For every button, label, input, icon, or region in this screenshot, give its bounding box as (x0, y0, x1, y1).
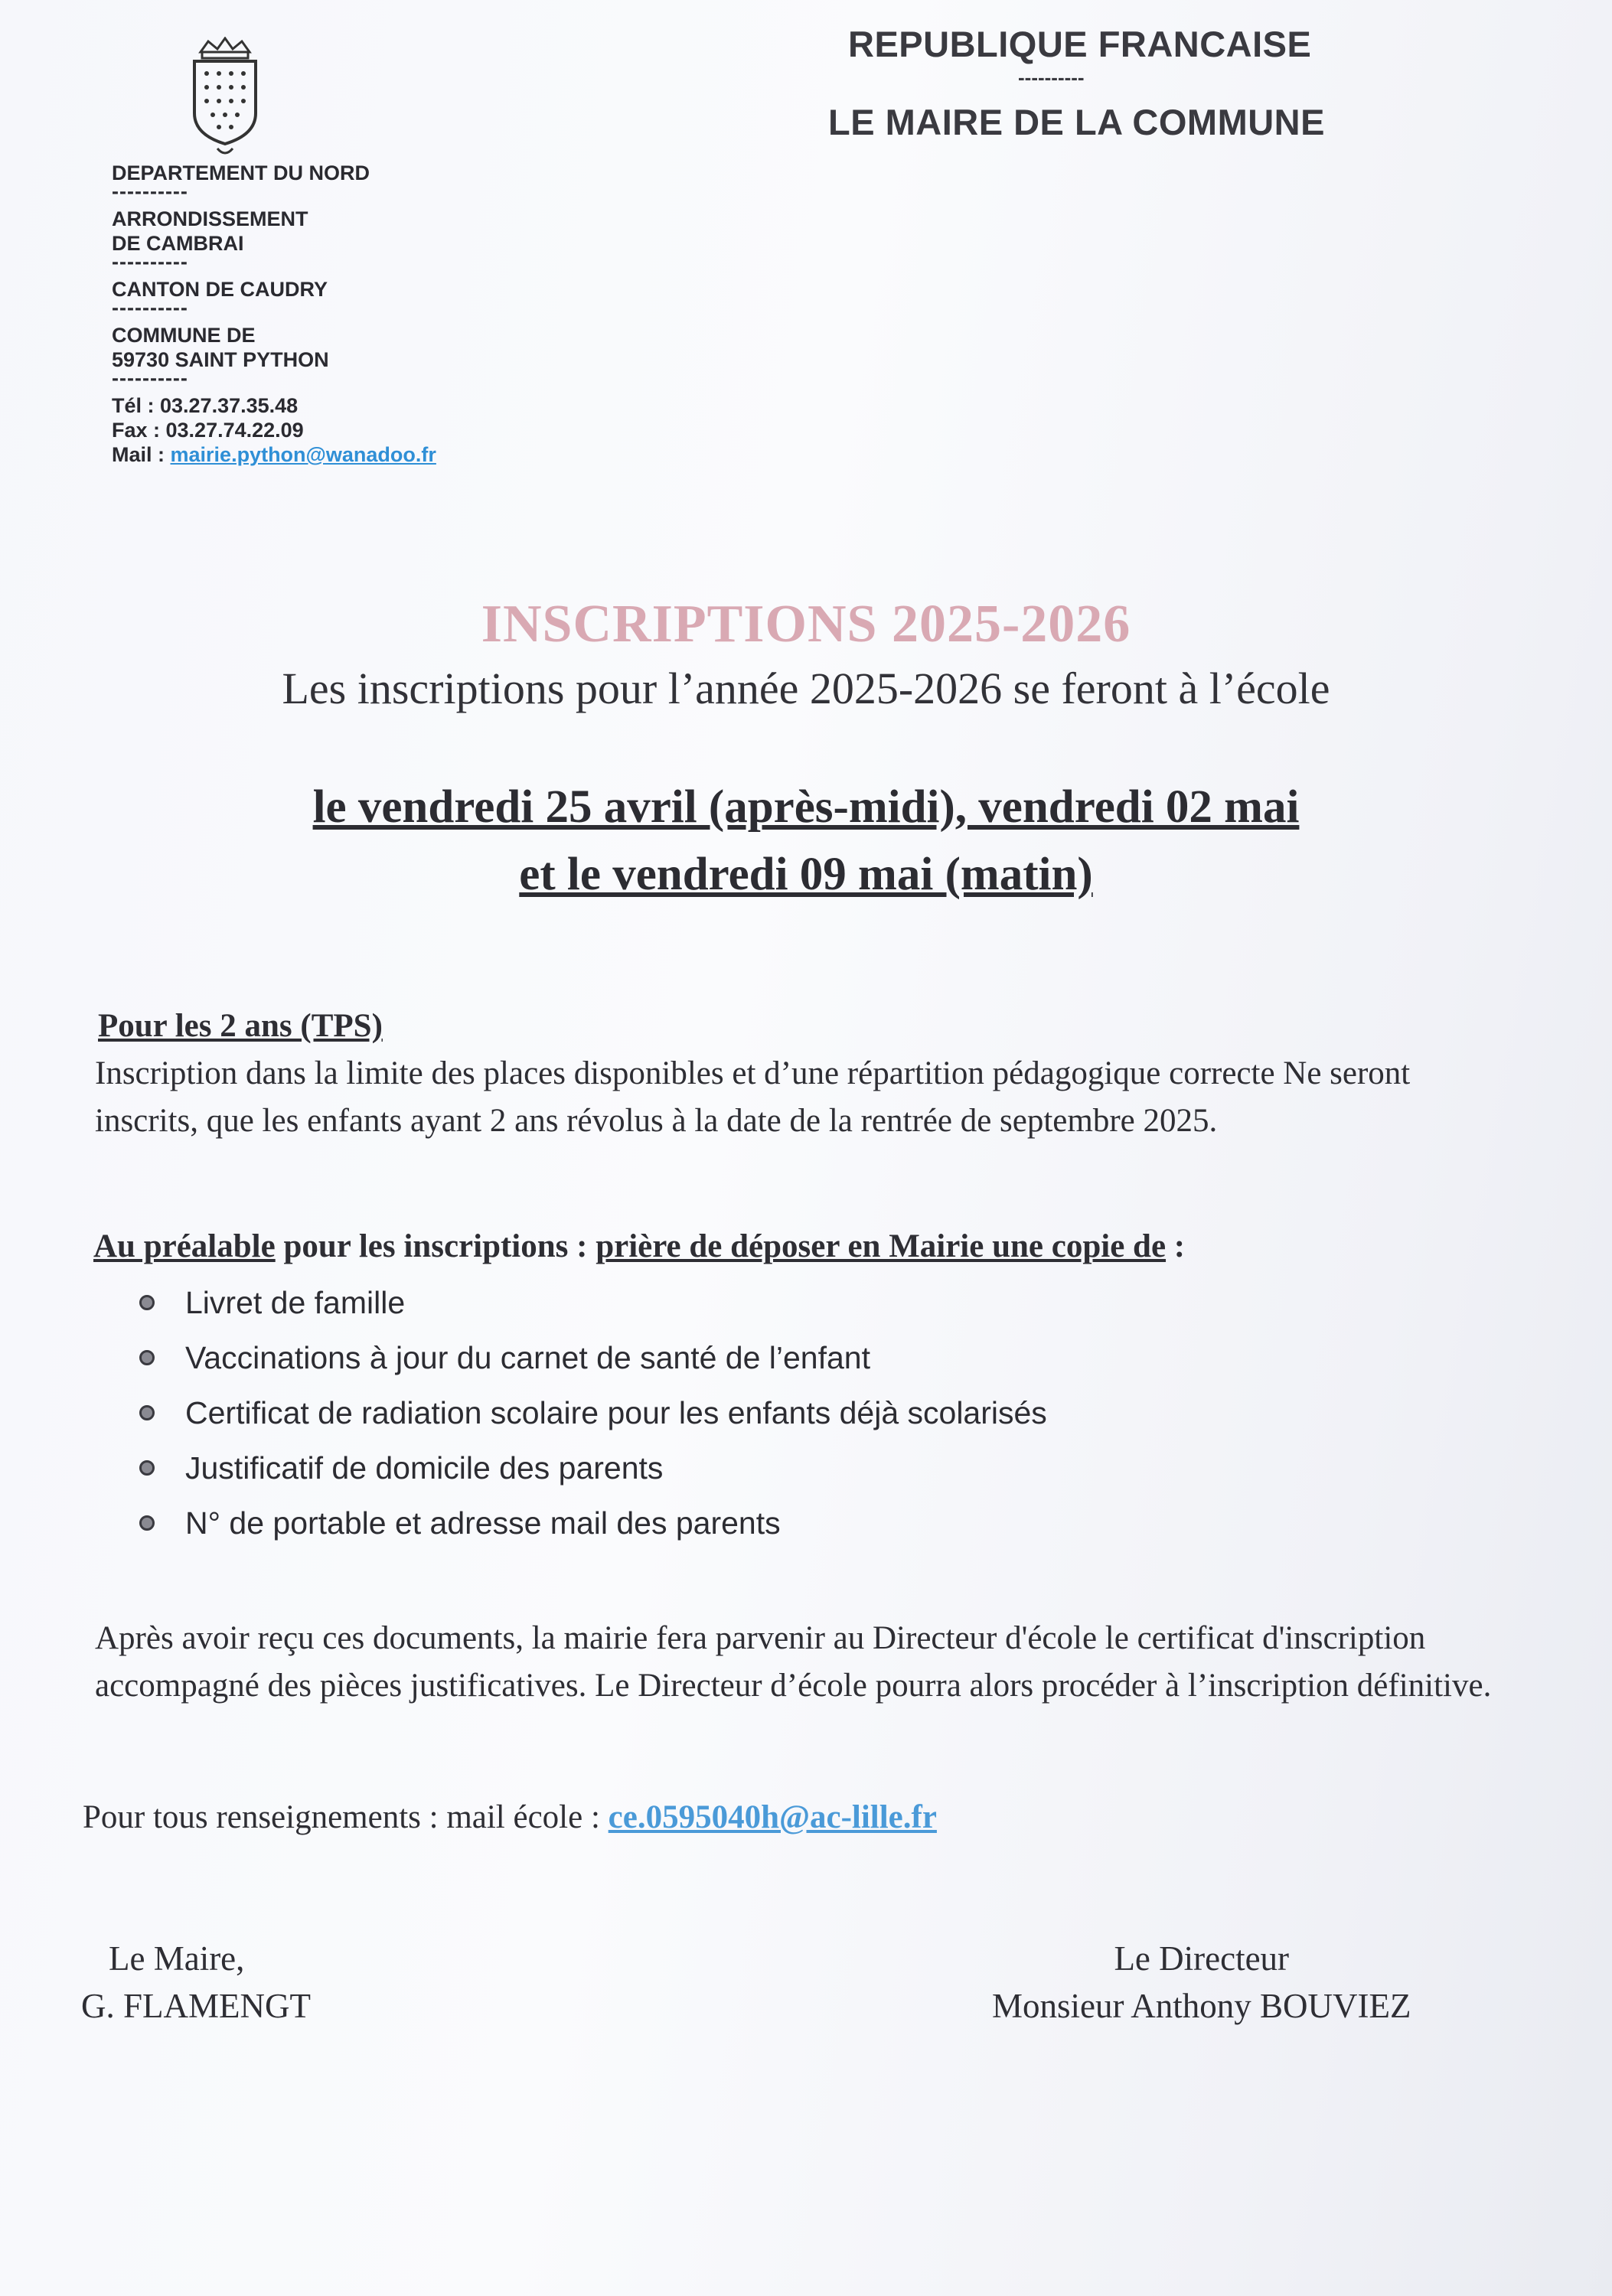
tps-paragraph: Inscription dans la limite des places disponibles et d’une répartition pédagogique correcte Ne seront inscrits, que les enfants ayant 2 ans révolus à la date de la rentrée de septembre 2025. (95, 1055, 1411, 1139)
document-label: Livret de famille (185, 1285, 406, 1320)
dates-line-2: et le vendredi 09 mai (matin) (519, 849, 1093, 900)
separator: ---------- (112, 180, 188, 203)
mail-line (112, 442, 436, 467)
list-item (139, 1440, 1047, 1495)
separator: ---------- (112, 296, 188, 319)
intro-text: Les inscriptions pour l’année 2025-2026 se feront à l’école (282, 664, 1330, 713)
directeur-signature (992, 1935, 1411, 2030)
list-item (139, 1275, 1047, 1330)
departement-label: DEPARTEMENT DU NORD (112, 161, 370, 184)
prealable-line (93, 1228, 1185, 1265)
document-label: Vaccinations à jour du carnet de santé de l’enfant (185, 1340, 870, 1375)
bullet-icon (139, 1350, 155, 1365)
commune-address-block (112, 161, 436, 467)
dates-line-1: le vendredi 25 avril (après-midi), vendredi 02 mai (312, 781, 1300, 833)
page-title: INSCRIPTIONS 2025-2026 (481, 595, 1131, 654)
mairie-email-link[interactable]: mairie.python@wanadoo.fr (170, 443, 436, 466)
list-item (139, 1495, 1047, 1551)
mail-label: Mail : (112, 443, 171, 466)
coat-of-arms-icon (187, 37, 263, 159)
canton-label: CANTON DE CAUDRY (112, 278, 328, 301)
prealable-instruction: prière de déposer en Mairie une copie de (596, 1228, 1167, 1264)
list-item (139, 1385, 1047, 1440)
directeur-name: Monsieur Anthony BOUVIEZ (992, 1987, 1411, 2025)
tel-label: Tél : 03.27.37.35.48 (112, 394, 299, 417)
required-documents-list (139, 1275, 1047, 1551)
list-item (139, 1330, 1047, 1385)
directeur-title: Le Directeur (1114, 1939, 1290, 1978)
bullet-icon (139, 1405, 155, 1420)
prealable-label: Au préalable (93, 1228, 276, 1264)
bullet-icon (139, 1515, 155, 1531)
arrondissement-label-2: DE CAMBRAI (112, 232, 244, 255)
separator: ---------- (112, 250, 188, 273)
document-label: N° de portable et adresse mail des parents (185, 1505, 781, 1541)
maire-signature (81, 1935, 311, 2030)
maire-title: Le Maire, (109, 1939, 245, 1978)
ecole-email-link[interactable]: ce.0595040h@ac-lille.fr (608, 1799, 937, 1835)
separator: ---------- (112, 367, 188, 390)
maire-commune-heading: LE MAIRE DE LA COMMUNE (828, 102, 1325, 142)
commune-postal-label: 59730 SAINT PYTHON (112, 348, 329, 371)
republique-heading: REPUBLIQUE FRANCAISE (848, 24, 1312, 64)
bullet-icon (139, 1295, 155, 1310)
commune-label: COMMUNE DE (112, 324, 256, 347)
renseignements-label: Pour tous renseignements : mail école : (83, 1799, 609, 1835)
fax-label: Fax : 03.27.74.22.09 (112, 419, 304, 442)
prealable-text: pour les inscriptions : (275, 1228, 596, 1264)
separator: ---------- (1018, 66, 1085, 89)
tps-heading: Pour les 2 ans (TPS) (98, 1008, 383, 1044)
bullet-icon (139, 1460, 155, 1476)
document-label: Certificat de radiation scolaire pour les enfants déjà scolarisés (185, 1395, 1047, 1430)
arrondissement-label: ARRONDISSEMENT (112, 207, 308, 230)
renseignements-line (83, 1799, 937, 1836)
prealable-colon: : (1166, 1228, 1186, 1264)
document-label: Justificatif de domicile des parents (185, 1450, 664, 1486)
maire-name: G. FLAMENGT (81, 1987, 311, 2025)
apres-paragraph: Après avoir reçu ces documents, la mairie fera parvenir au Directeur d'école le certificat d'inscription accompagné des pièces justificatives. Le Directeur d’école pourra alors procéder à l’inscription définitive. (95, 1620, 1492, 1704)
